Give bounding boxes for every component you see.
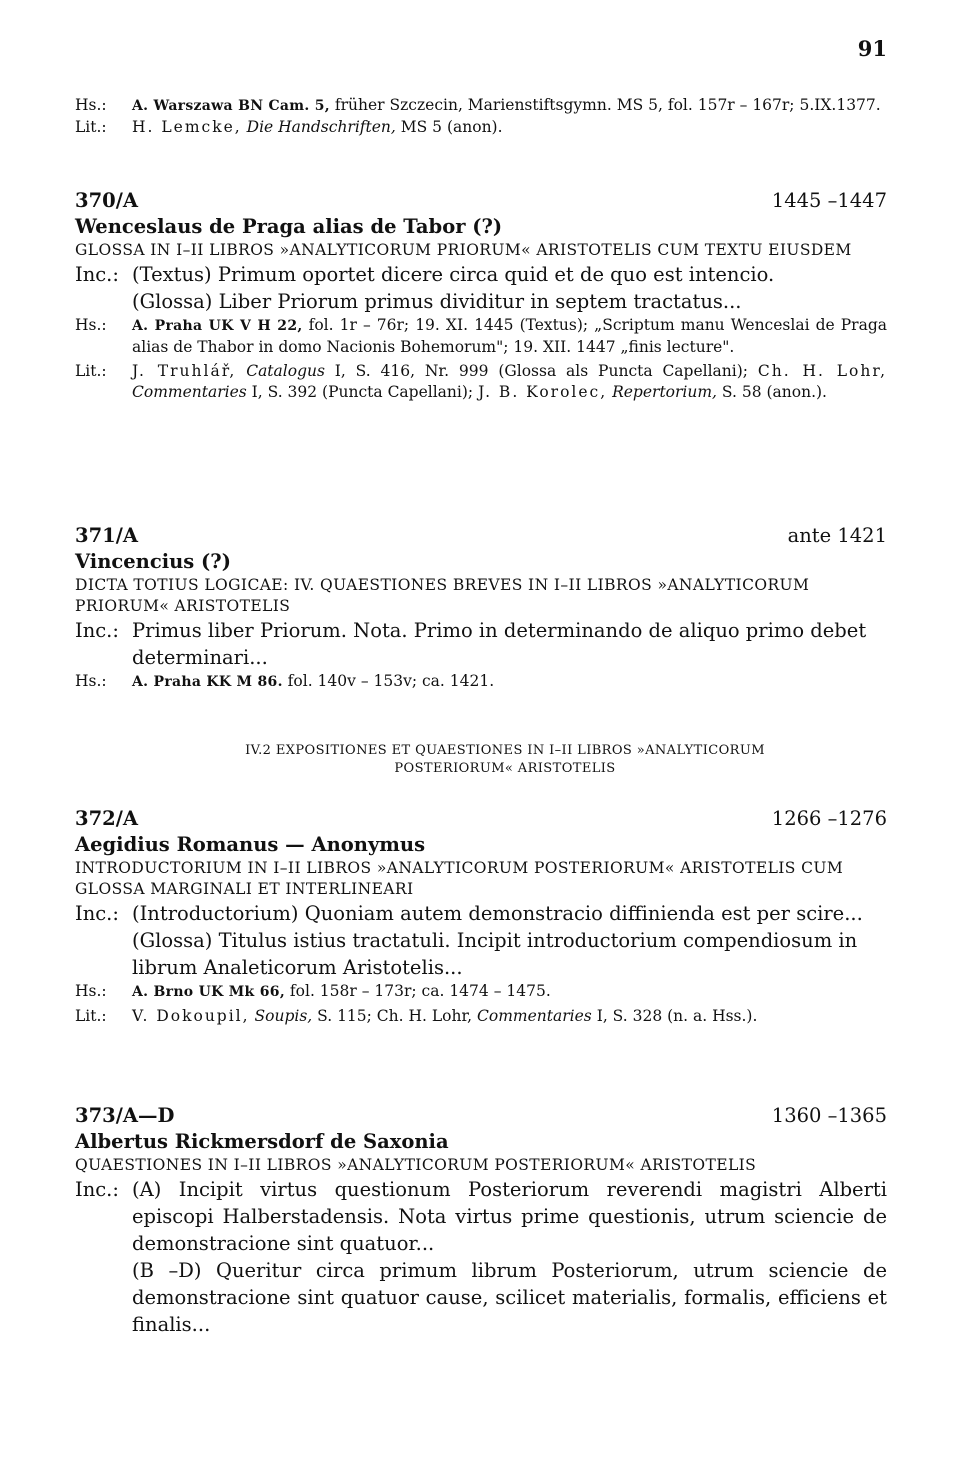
lit-text: S. 115; Ch. H. Lohr, [312, 1007, 478, 1025]
entry-title: QUAESTIONES IN I–II LIBROS »ANALYTICORUM POSTERIORUM« ARISTOTELIS [75, 1156, 757, 1174]
inc-label: Inc.: [75, 1178, 119, 1201]
incipit [75, 617, 887, 671]
entry-author: Albertus Rickmersdorf de Saxonia [75, 1130, 449, 1153]
entry-number: 371/A [75, 524, 138, 547]
hs-label: Hs.: [75, 982, 107, 1000]
entry-370 [75, 188, 887, 403]
hs-label: Hs.: [75, 96, 107, 114]
entry-header [75, 523, 887, 549]
lit-author: J. B. Korolec, [478, 383, 608, 401]
lit-line [75, 1006, 887, 1027]
entry-371 [75, 523, 887, 693]
entry-373 [75, 1103, 887, 1338]
hs-text: früher Szczecin, Marienstiftsgymn. MS 5, fol. 157r – 167r; 5.IX.1377. [329, 96, 881, 114]
entry-369-continuation [75, 95, 887, 138]
lit-line [75, 361, 887, 403]
entry-date: ante 1421 [787, 524, 887, 547]
hs-text: fol. 140v – 153v; ca. 1421. [282, 672, 495, 690]
entry-date: 1360 –1365 [771, 1104, 887, 1127]
lit-label: Lit.: [75, 1007, 107, 1025]
entry-number: 373/A—D [75, 1104, 175, 1127]
lit-text: S. 58 (anon.). [716, 383, 827, 401]
entry-header [75, 806, 887, 832]
entry-title: INTRODUCTORIUM IN I–II LIBROS »ANALYTICORUM POSTERIORUM« ARISTOTELIS CUM GLOSSA MARGINALI ET INTERLINEARI [75, 859, 844, 898]
inc-label: Inc.: [75, 263, 119, 286]
incipit [75, 261, 887, 315]
entry-header [75, 188, 887, 214]
lit-title: Die Handschriften, [246, 118, 396, 136]
hs-line [75, 671, 887, 693]
entry-author: Wenceslaus de Praga alias de Tabor (?) [75, 215, 503, 238]
lit-author: H. Lemcke, [132, 118, 242, 136]
lit-author: Ch. H. Lohr, [757, 362, 888, 380]
hs-label: Hs.: [75, 672, 107, 690]
section-heading: IV.2 EXPOSITIONES ET QUAESTIONES IN I–II LIBROS »ANALYTICORUM POSTERIORUM« ARISTOTELIS [245, 743, 765, 776]
entry-header [75, 1103, 887, 1129]
hs-label: Hs.: [75, 316, 107, 334]
lit-title: Commentaries [132, 383, 247, 401]
hs-line [75, 315, 887, 358]
entry-date: 1266 –1276 [771, 807, 887, 830]
incipit-glossa: (Glossa) Liber Priorum primus dividitur in septem tractatus... [132, 290, 742, 313]
entry-number: 370/A [75, 189, 138, 212]
hs-line [75, 981, 887, 1003]
hs-text: fol. 1r – 76r; 19. XI. 1445 (Textus); „Scriptum manu Wenceslai de Praga alias de Thabor in domo Nacionis Bohemorum"; 19. XII. 1447 „finis lecture". [132, 316, 887, 356]
entry-372 [75, 806, 887, 1027]
manuscript-siglum: A. Praha KK M 86. [132, 674, 283, 690]
lit-author: V. Dokoupil, [132, 1007, 250, 1025]
incipit [75, 1176, 887, 1338]
manuscript-siglum: A. Praha UK V H 22, [132, 318, 303, 334]
entry-author: Aegidius Romanus — Anonymus [75, 833, 426, 856]
hs-text: fol. 158r – 173r; ca. 1474 – 1475. [285, 982, 551, 1000]
manuscript-siglum: A. Warszawa BN Cam. 5, [132, 98, 330, 114]
incipit-text: Primus liber Priorum. Nota. Primo in determinando de aliquo primo debet determinari... [132, 619, 867, 669]
entry-date: 1445 –1447 [771, 189, 887, 212]
lit-title: Commentaries [477, 1007, 592, 1025]
entry-number: 372/A [75, 807, 138, 830]
lit-text: I, S. 392 (Puncta Capellani); [246, 383, 479, 401]
manuscript-siglum: A. Brno UK Mk 66, [132, 984, 285, 1000]
inc-label: Inc.: [75, 619, 119, 642]
lit-text: I, S. 416, Nr. 999 (Glossa als Puncta Capellani); [324, 362, 758, 380]
entry-title: GLOSSA IN I–II LIBROS »ANALYTICORUM PRIORUM« ARISTOTELIS CUM TEXTU EIUSDEM [75, 241, 852, 259]
incipit-introductorium: (Introductorium) Quoniam autem demonstracio diffinienda est per scire... [132, 902, 863, 925]
incipit-b-d: (B –D) Queritur circa primum librum Posteriorum, utrum sciencie de demonstracione sint quatuor cause, scilicet materialis, formalis, efficiens et finalis... [132, 1259, 887, 1336]
page-number: 91 [857, 36, 887, 61]
entry-author: Vincencius (?) [75, 550, 231, 573]
incipit-textus: (Textus) Primum oportet dicere circa quid et de quo est intencio. [132, 263, 775, 286]
lit-text: MS 5 (anon). [395, 118, 503, 136]
lit-title: Catalogus [246, 362, 325, 380]
lit-title: Soupis, [254, 1007, 313, 1025]
lit-text: I, S. 328 (n. a. Hss.). [591, 1007, 758, 1025]
hs-line [75, 95, 887, 117]
inc-label: Inc.: [75, 902, 119, 925]
incipit [75, 900, 887, 981]
lit-label: Lit.: [75, 118, 107, 136]
lit-label: Lit.: [75, 362, 107, 380]
lit-title: Repertorium, [612, 383, 717, 401]
incipit-a: (A) Incipit virtus questionum Posteriorum reverendi magistri Alberti episcopi Halberstadensis. Nota virtus prime questionis, utrum sciencie de demonstracione sint quatuor... [132, 1178, 887, 1255]
lit-author: J. Truhlář, [132, 362, 237, 380]
lit-line [75, 117, 887, 138]
entry-title: DICTA TOTIUS LOGICAE: IV. QUAESTIONES BREVES IN I–II LIBROS »ANALYTICORUM PRIORUM« ARISTOTELIS [75, 576, 810, 615]
incipit-glossa: (Glossa) Titulus istius tractatuli. Incipit introductorium compendiosum in librum Analeticorum Aristotelis... [132, 929, 858, 979]
